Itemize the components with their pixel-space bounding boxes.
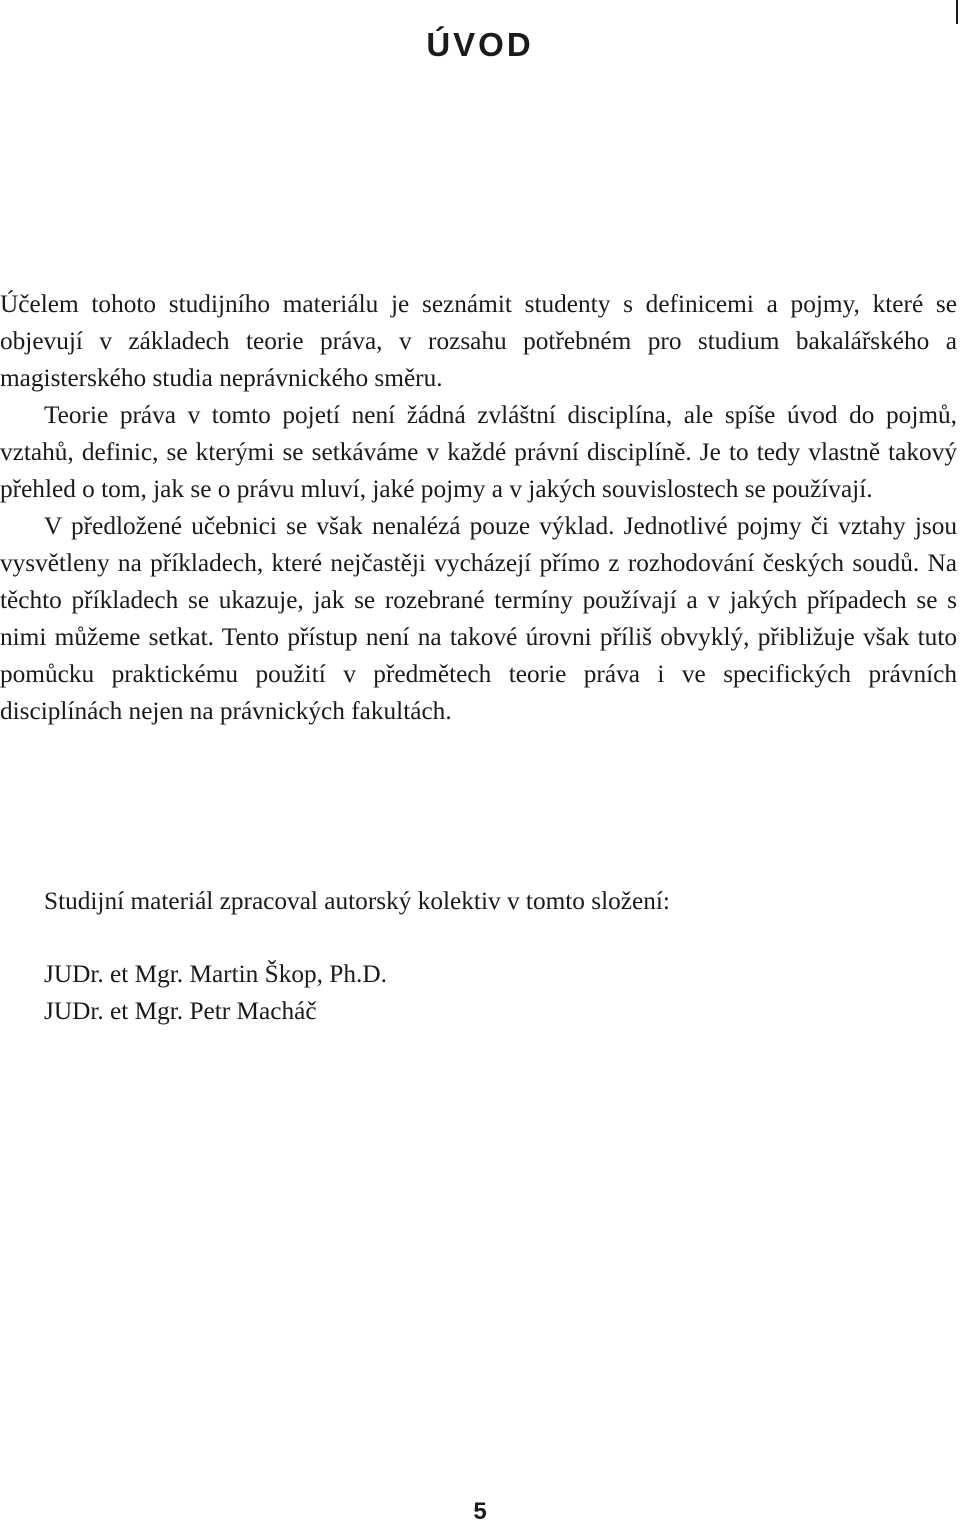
authors-intro: Studijní materiál zpracoval autorský kolektiv v tomto složení: xyxy=(44,887,670,915)
introduction-text xyxy=(0,286,957,730)
page-number: 5 xyxy=(473,1498,487,1525)
author-name: JUDr. et Mgr. Martin Škop, Ph.D. xyxy=(44,960,387,988)
page-title: ÚVOD xyxy=(426,26,534,63)
top-edge-rule xyxy=(956,0,958,24)
author-name: JUDr. et Mgr. Petr Macháč xyxy=(44,997,317,1025)
paragraph-theory-scope: Teorie práva v tomto pojetí není žádná zvláštní disciplína, ale spíše úvod do pojmů, vztahů, definic, se kterými se setkáváme v každé právní disciplíně. Je to tedy vlastně takový přehled o tom, jak se o právu mluví, jaké pojmy a v jakých souvislostech se používají. xyxy=(0,401,957,503)
authors-section xyxy=(44,883,670,1030)
paragraph-purpose: Účelem tohoto studijního materiálu je seznámit studenty s definicemi a pojmy, které se objevují v základech teorie práva, v rozsahu potřebném pro studium bakalářského a magisterského studia neprávnického směru. xyxy=(0,290,957,392)
paragraph-examples: V předložené učebnici se však nenalézá pouze výklad. Jednotlivé pojmy či vztahy jsou vysvětleny na příkladech, které nejčastěji vycházejí přímo z rozhodování českých soudů. Na těchto příkladech se ukazuje, jak se rozebrané termíny používají a v jakých případech se s nimi můžeme setkat. Tento přístup není na takové úrovni příliš obvyklý, přibližuje však tuto pomůcku praktickému použití v předmětech teorie práva i ve specifických právních disciplínách nejen na právnických fakultách. xyxy=(0,512,957,725)
